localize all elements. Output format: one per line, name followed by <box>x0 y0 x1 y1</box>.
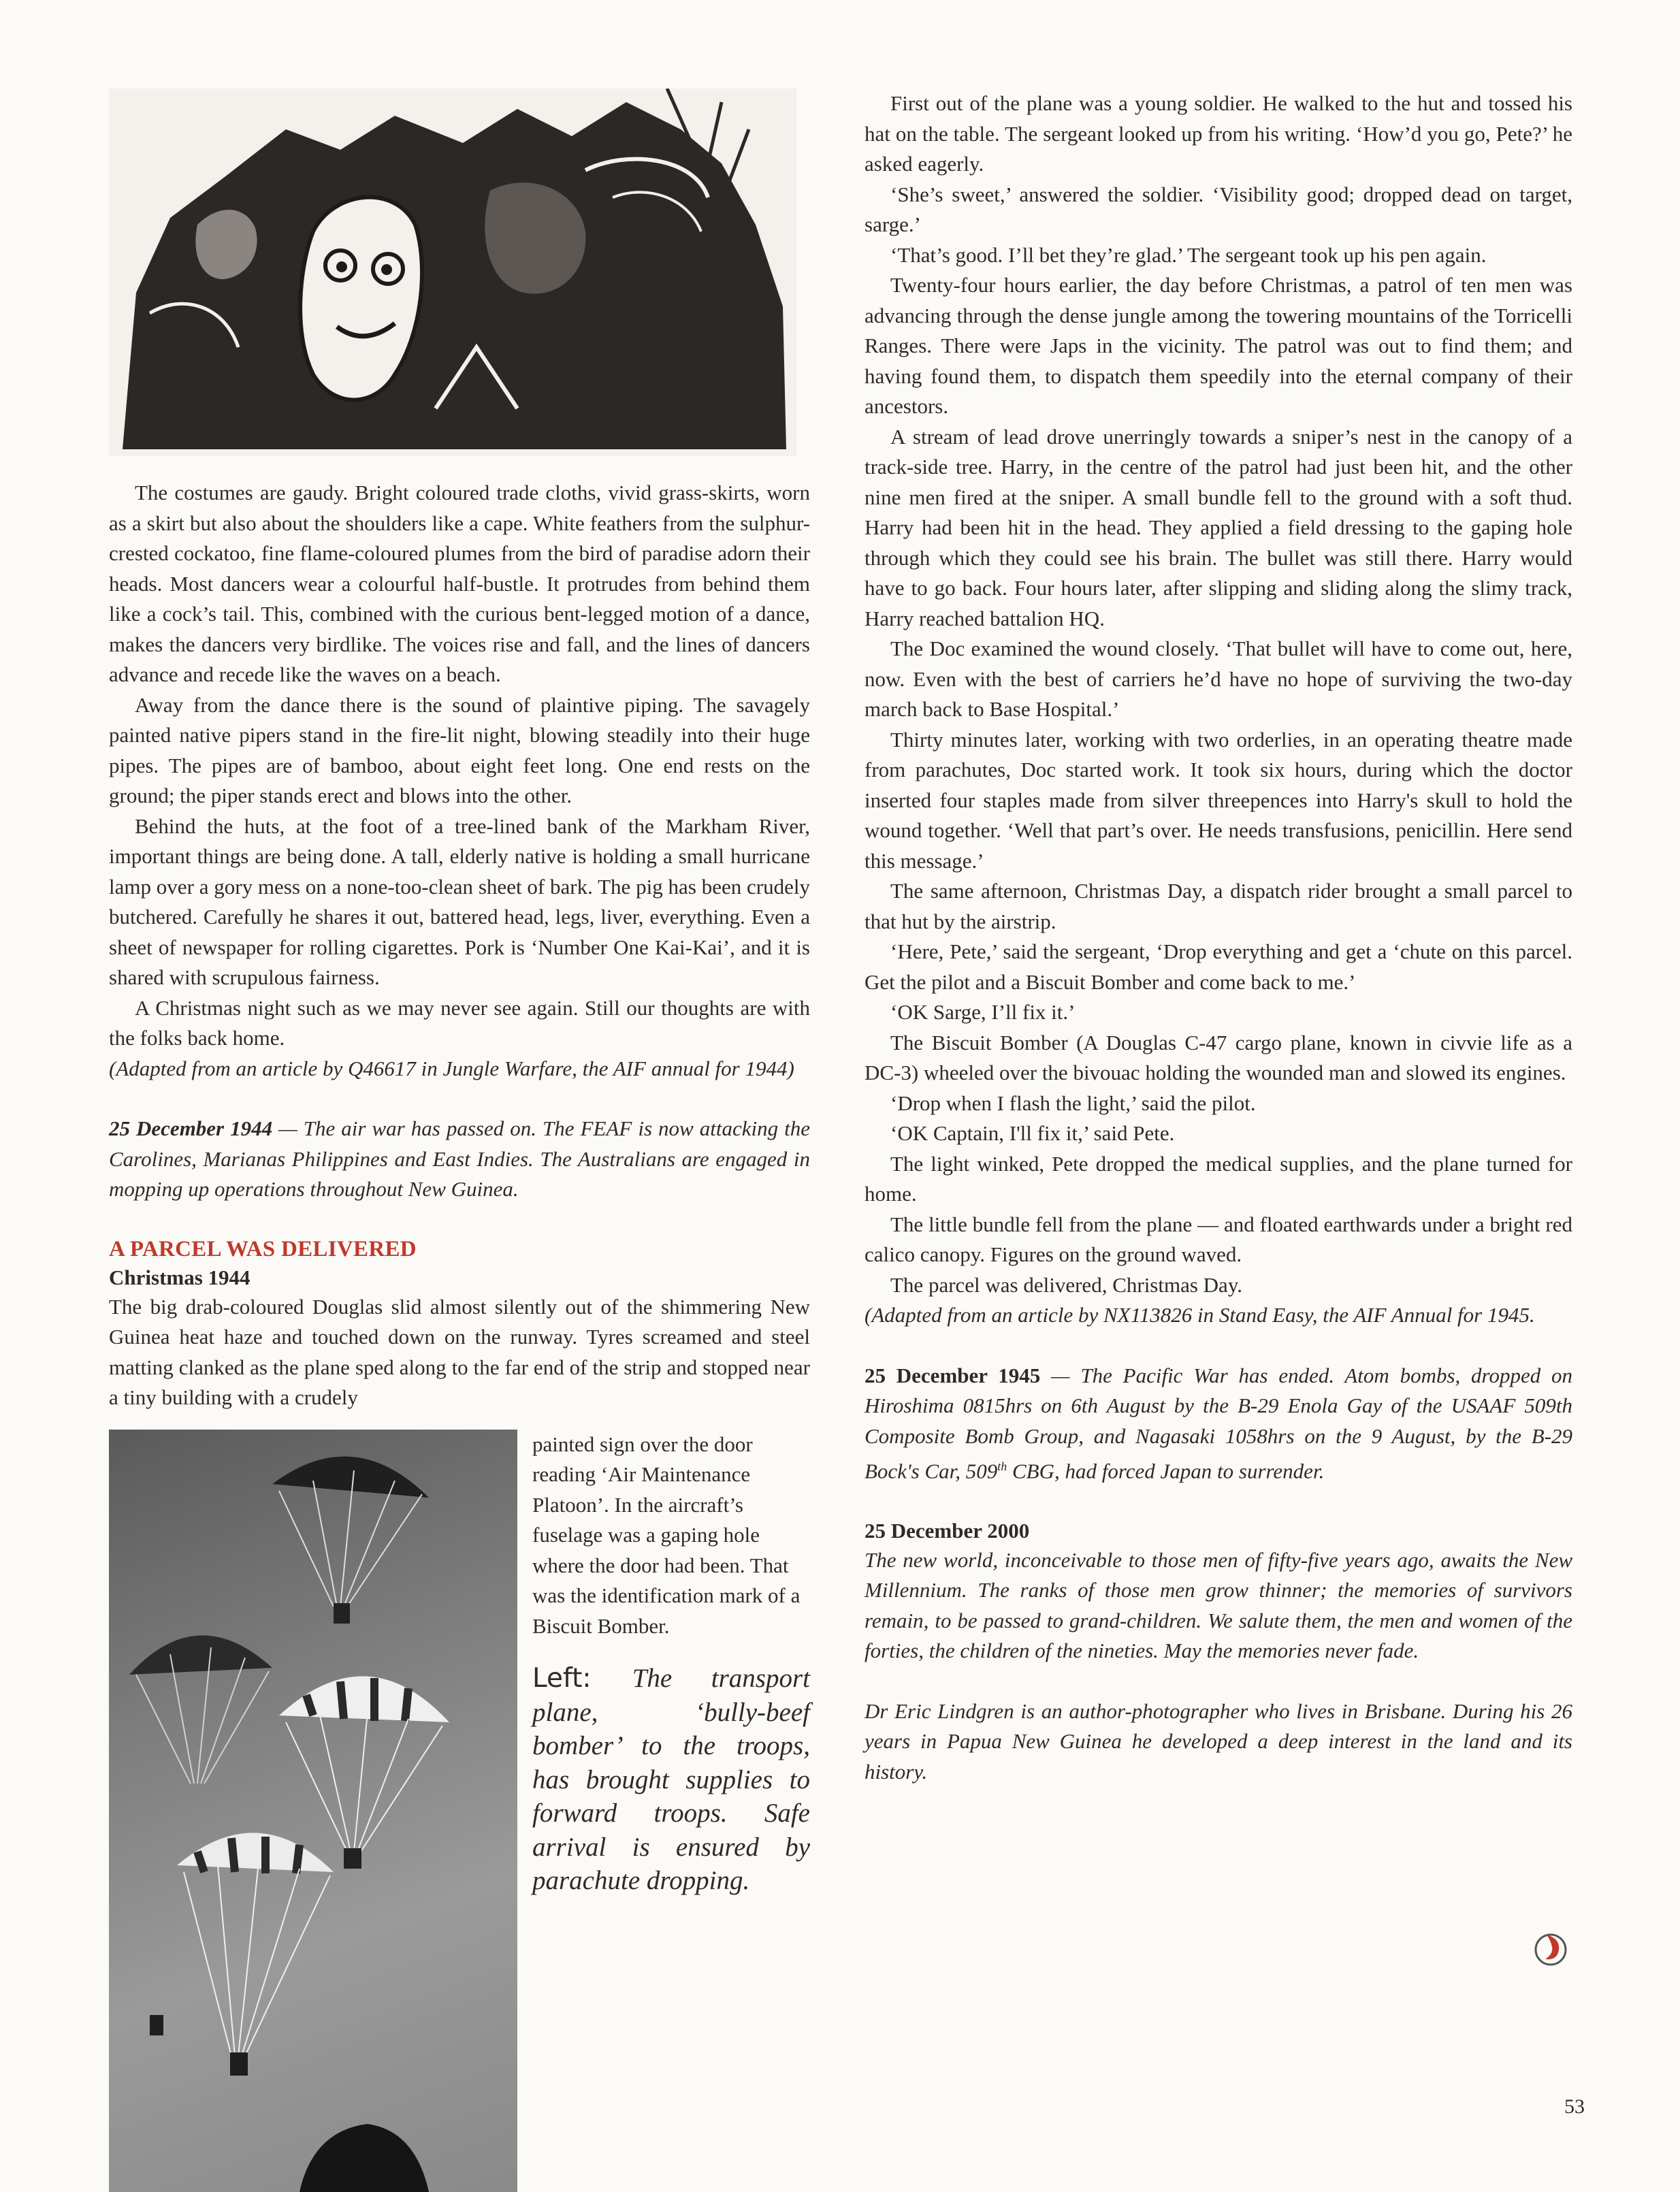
date-1945-text-a: — The Pacific War has ended. Atom bombs, dropped on Hiroshima 0815hrs on 6th August by the B-29 Enola Gay of the USAAF 509th Composite Bomb Group, and Nagasaki 1058hrs on the 9 August, by the B-29 Bock's Car, 509 <box>865 1363 1573 1483</box>
paragraph-flash-light: ‘Drop when I flash the light,’ said the pilot. <box>890 1091 1256 1115</box>
date-2000-text: The new world, inconceivable to those men of fifty-five years ago, awaits the New Millennium. The ranks of those men grow thinner; the memories of survivors remain, to be passed to grand-children. We salute them, the men and women of the forties, the children of the nineties. May the memories never fade. <box>865 1547 1572 1663</box>
article-heading: A PARCEL WAS DELIVERED <box>109 1236 417 1261</box>
paragraph-markham-river: Behind the huts, at the foot of a tree-lined bank of the Markham River, important things are being done. A tall, elderly native is holding a small hurricane lamp over a gory mess on a none-too-clean sheet of bark. The pig has been crudely butchered. Carefully he shares it out, battered head, legs, liver, everything. Even a sheet of newspaper for rolling cigarettes. Pork is ‘Number One Kai-Kai’, and it is shared with scrupulous fairness. <box>109 813 810 989</box>
paragraph-ok-sarge: ‘OK Sarge, I’ll fix it.’ <box>890 1000 1076 1024</box>
article-subheading: Christmas 1944 <box>109 1265 251 1289</box>
paragraph-biscuit-bomber: The Biscuit Bomber (A Douglas C-47 cargo plane, known in civvie life as a DC-3) wheeled over the bivouac holding the wounded man and slowed its engines. <box>865 1030 1572 1084</box>
source-note-1945: (Adapted from an article by NX113826 in Stand Easy, the AIF Annual for 1945. <box>865 1303 1535 1327</box>
caption-lead: Left: <box>532 1663 632 1694</box>
paragraph-patrol: Twenty-four hours earlier, the day before Christmas, a patrol of ten men was advancing through the dense jungle among the towering mountains of the Torricelli Ranges. There were Japs in the vicinity. The patrol was out to find them; and having found them, to dispatch them speedily into the eternal company of their ancestors. <box>865 273 1572 418</box>
paragraph-ok-captain: ‘OK Captain, I'll fix it,’ said Pete. <box>890 1121 1175 1145</box>
photo-row <box>109 1430 810 2192</box>
paragraph-doc-examined: The Doc examined the wound closely. ‘That bullet will have to come out, here, now. Even with the best of carriers he’d have no hope of surviving the two-day march back to Base Hospital.’ <box>865 636 1572 721</box>
date-2000-label: 25 December 2000 <box>865 1518 1030 1543</box>
paragraph-costumes: The costumes are gaudy. Bright coloured trade cloths, vivid grass-skirts, worn as a skirt but also about the shoulders like a cape. White feathers from the sulphur-crested cockatoo, fine flame-coloured plumes from the bird of paradise adorn their heads. Most dancers wear a colourful half-bustle. It protrudes from behind them like a cock’s tail. This, combined with the curious bent-legged motion of a dance, makes the dancers very birdlike. The voices rise and fall, and the lines of dancers advance and recede like the waves on a beach. <box>109 481 810 686</box>
left-column <box>109 88 810 2192</box>
paragraph-young-soldier: First out of the plane was a young soldier. He walked to the hut and tossed his hat on the table. The sergeant looked up from his writing. ‘How’d you go, Pete?’ he asked eagerly. <box>865 91 1572 176</box>
paragraph-dispatch-rider: The same afternoon, Christmas Day, a dispatch rider brought a small parcel to that hut by the airstrip. <box>865 879 1572 933</box>
paragraph-thats-good: ‘That’s good. I’ll bet they’re glad.’ The sergeant took up his pen again. <box>890 242 1487 267</box>
date-1945-sup: th <box>997 1460 1007 1473</box>
source-note-1944: (Adapted from an article by Q46617 in Jungle Warfare, the AIF annual for 1944) <box>109 1056 794 1080</box>
paragraph-shes-sweet: ‘She’s sweet,’ answered the soldier. ‘Visibility good; dropped dead on target, sarge.’ <box>865 182 1572 236</box>
date-1944-text: — The air war has passed on. The FEAF is now attacking the Carolines, Marianas Philippines and East Indies. The Australians are engaged in mopping up operations throughout New Guinea. <box>109 1116 810 1201</box>
parachutes-photo <box>109 1430 517 2192</box>
date-1945-text-b: CBG, had forced Japan to surrender. <box>1007 1459 1325 1483</box>
paragraph-piping: Away from the dance there is the sound of plaintive piping. The savagely painted native pipers stand in the fire-lit night, blowing steadily into their huge pipes. The pipes are of bamboo, about eight feet long. One end rests on the ground; the piper stands erect and blows into the other. <box>109 692 810 807</box>
caption-text: The transport plane, ‘bully-beef bomber’ to the troops, has brought supplies to forward troops. Safe arrival is ensured by parachute dropping. <box>532 1664 810 1895</box>
paragraph-air-maintenance-platoon: painted sign over the door reading ‘Air Maintenance Platoon’. In the aircraft’s fuselage was a gaping hole where the door had been. That was the identification mark of a Biscuit Bomber. <box>532 1432 801 1638</box>
paragraph-bundle-fell: The little bundle fell from the plane — and floated earthwards under a bright red calico canopy. Figures on the ground waved. <box>865 1212 1572 1266</box>
right-column <box>865 88 1572 1787</box>
author-bio: Dr Eric Lindgren is an author-photographer who lives in Brisbane. During his 26 years in Papua New Guinea he developed a deep interest in the land and its history. <box>865 1698 1572 1784</box>
date-1944-label: 25 December 1944 <box>109 1116 273 1140</box>
date-entry-1944 <box>109 1114 810 1205</box>
date-entry-1945 <box>865 1361 1572 1487</box>
page-number: 53 <box>1564 2095 1585 2118</box>
photo-caption <box>532 1662 810 1898</box>
paragraph-christmas-night: A Christmas night such as we may never see again. Still our thoughts are with the folks back home. <box>109 995 810 1050</box>
tribal-dancers-drawing <box>109 88 796 456</box>
paragraph-here-pete: ‘Here, Pete,’ said the sergeant, ‘Drop everything and get a ‘chute on this parcel. Get the pilot and a Biscuit Bomber and come back to me.’ <box>865 939 1572 994</box>
paragraph-operating-theatre: Thirty minutes later, working with two orderlies, in an operating theatre made from parachutes, Doc started work. It took six hours, during which the doctor inserted four staples made from silver threepences into Harry's skull to hold the wound together. ‘Well that part’s over. He needs transfusions, penicillin. Here send this message.’ <box>865 727 1572 873</box>
paragraph-light-winked: The light winked, Pete dropped the medical supplies, and the plane turned for home. <box>865 1151 1572 1206</box>
end-of-article-icon <box>1533 1929 1571 1971</box>
paragraph-parcel-delivered: The parcel was delivered, Christmas Day. <box>890 1272 1243 1297</box>
paragraph-douglas-landing: The big drab-coloured Douglas slid almost silently out of the shimmering New Guinea heat haze and touched down on the runway. Tyres screamed and steel matting clanked as the plane sped along to the far end of the strip and stopped near a tiny building with a crudely <box>109 1294 810 1409</box>
paragraph-sniper: A stream of lead drove unerringly towards a sniper’s nest in the canopy of a track-side tree. Harry, in the centre of the patrol had just been hit, and the other nine men fired at the sniper. A small bundle fell to the ground with a soft thud. Harry had been hit in the head. They applied a field dressing to the gaping hole through which they could see his brain. The bullet was still there. Harry would have to go back. Four hours later, after slipping and sliding along the slimy track, Harry reached battalion HQ. <box>865 424 1572 630</box>
photo-side-column <box>517 1430 810 2192</box>
date-1945-label: 25 December 1945 <box>865 1363 1041 1387</box>
